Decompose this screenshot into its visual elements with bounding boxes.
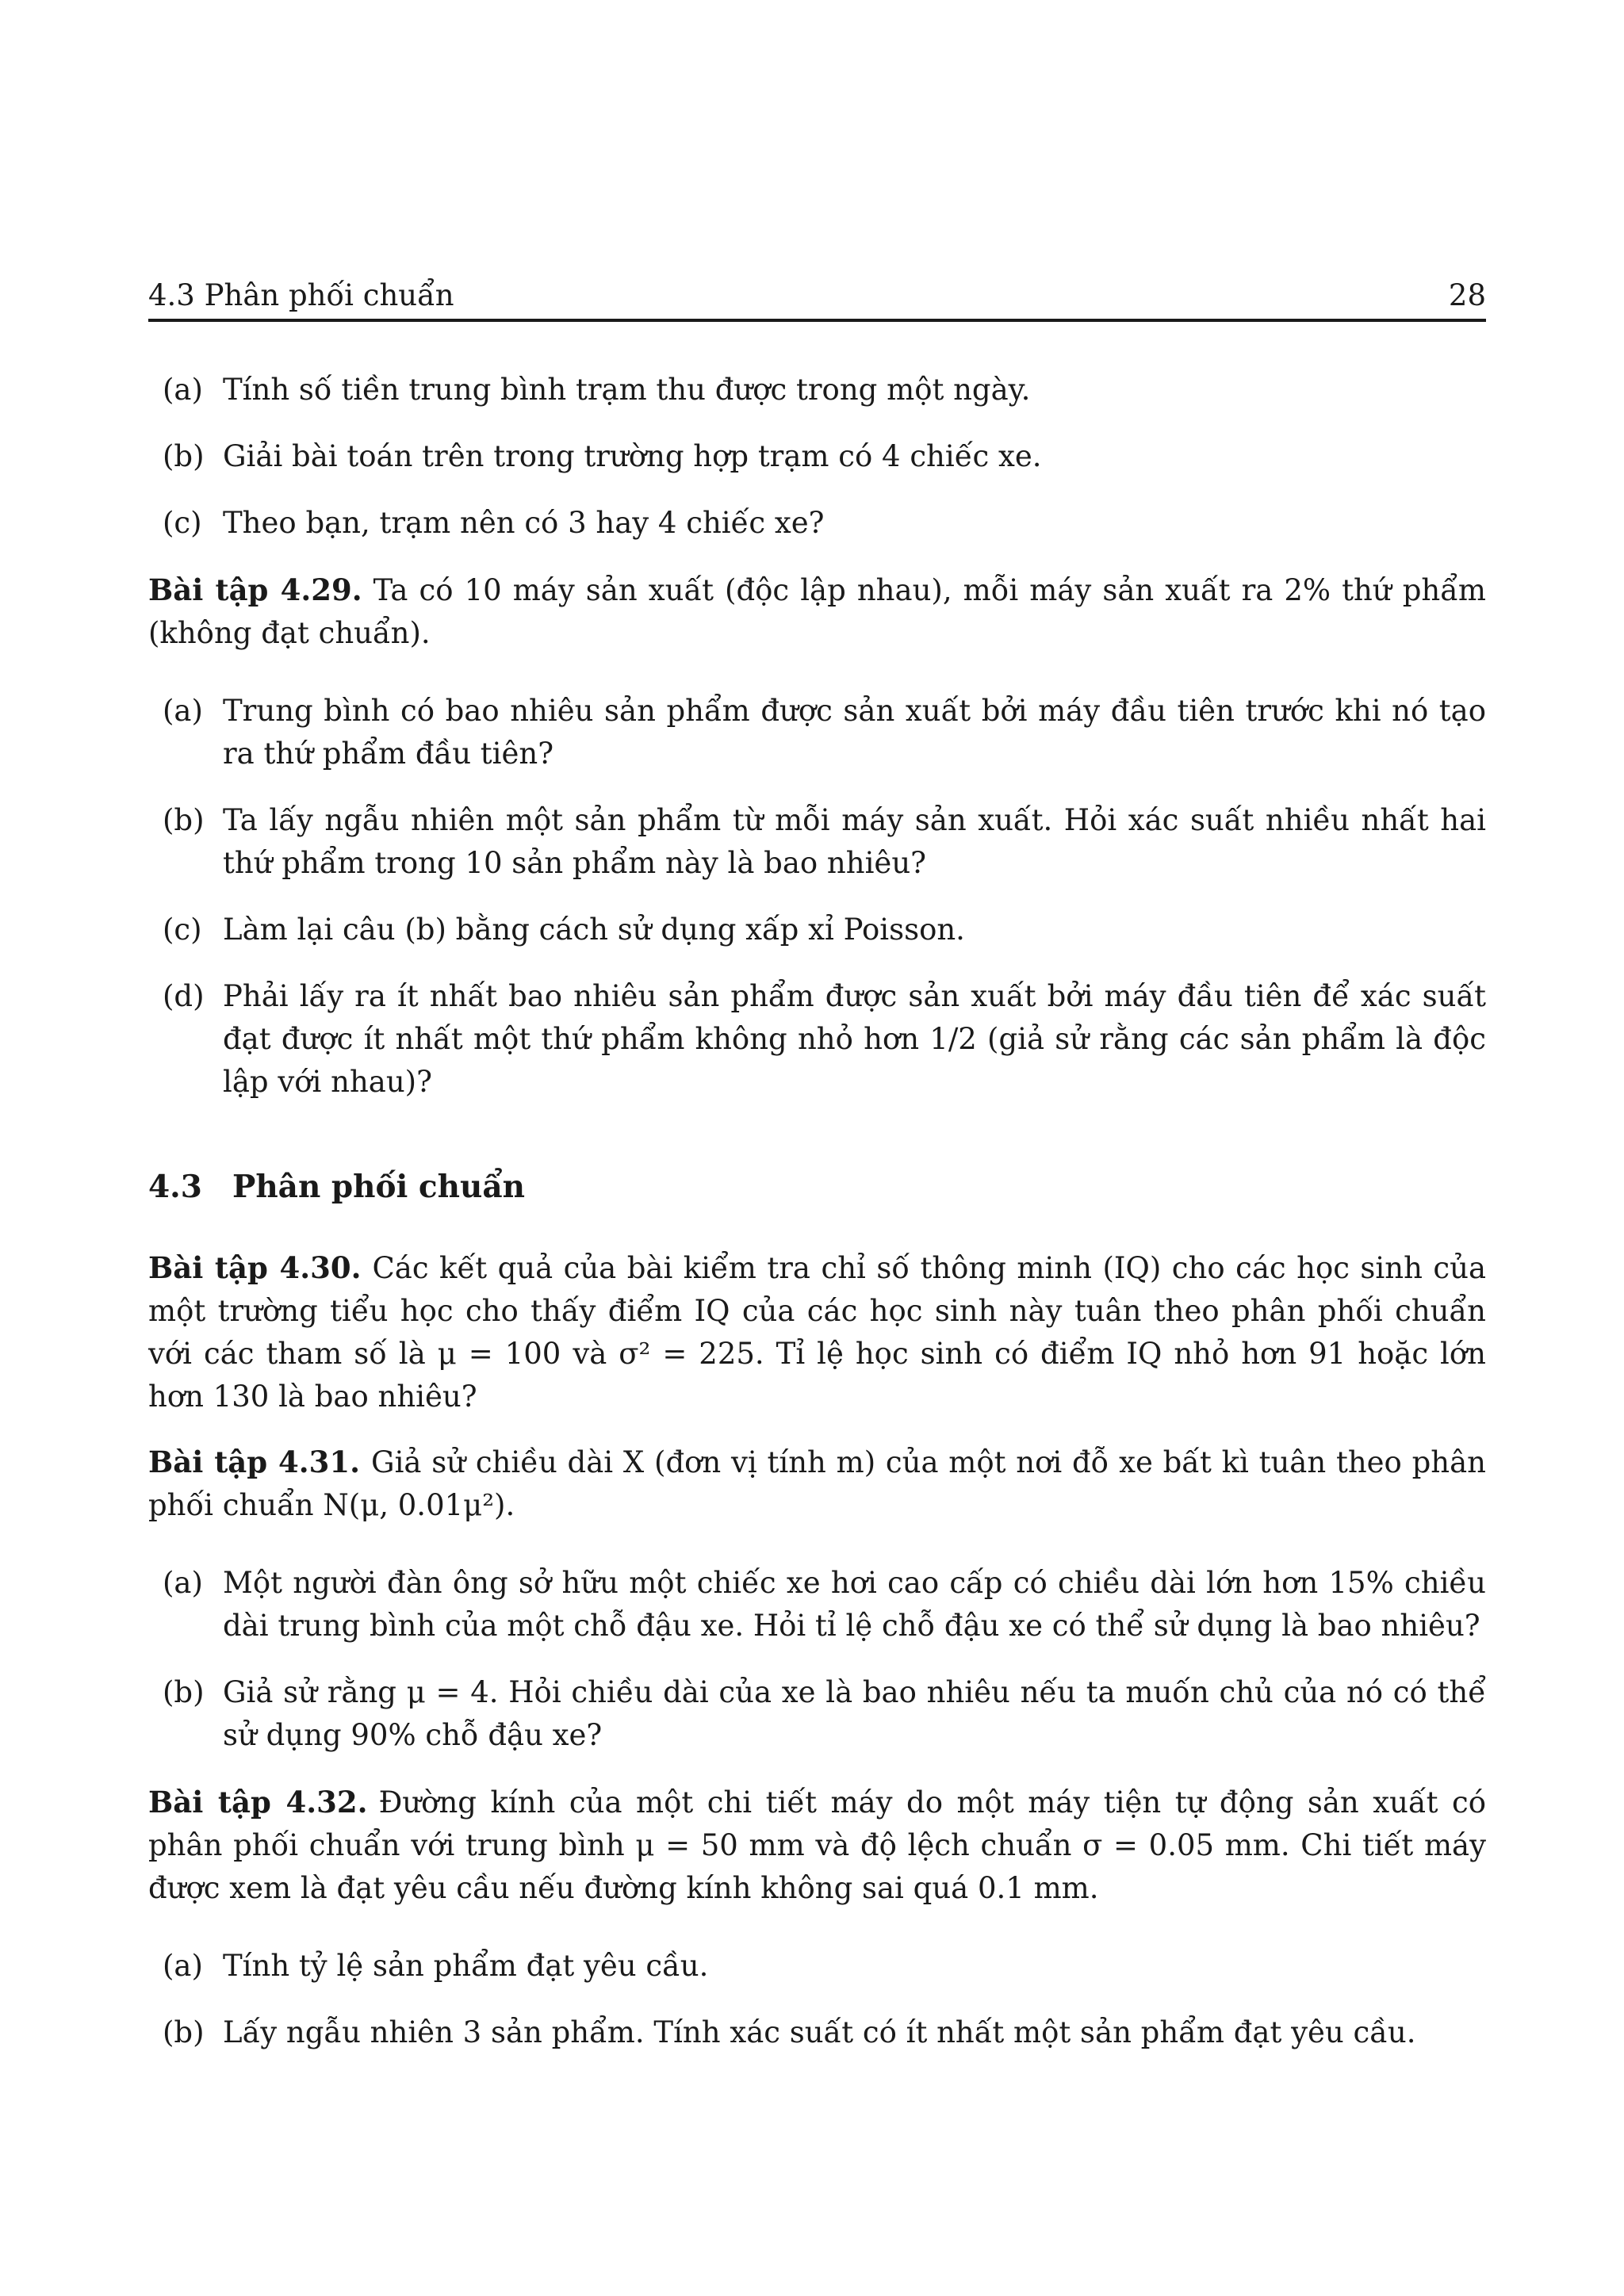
item-label: (a): [163, 373, 203, 407]
item-text: Một người đàn ông sở hữu một chiếc xe hơi cao cấp có chiều dài lớn hơn 15% chiều dài trung bình của một chỗ đậu xe. Hỏi tỉ lệ chỗ đậu xe có thể sử dụng là bao nhiêu?: [223, 1566, 1486, 1643]
item-text: Làm lại câu (b) bằng cách sử dụng xấp xỉ Poisson.: [223, 913, 965, 947]
exercise-4-31: [148, 1441, 1486, 1527]
item-text: Giả sử rằng μ = 4. Hỏi chiều dài của xe là bao nhiêu nếu ta muốn chủ của nó có thể sử dụng 90% chỗ đậu xe?: [223, 1675, 1486, 1752]
list-item: [148, 1671, 1486, 1757]
running-header: [148, 274, 1486, 318]
exercise-title: Bài tập 4.30.: [148, 1250, 362, 1285]
exercise-title: Bài tập 4.32.: [148, 1785, 368, 1820]
item-label: (b): [163, 439, 205, 473]
item-text: Tính tỷ lệ sản phẩm đạt yêu cầu.: [223, 1949, 709, 1983]
list-item: [148, 975, 1486, 1104]
exercise-4-30: [148, 1246, 1486, 1418]
exercise-text: Các kết quả của bài kiểm tra chỉ số thông minh (IQ) cho các học sinh của một trường tiểu học cho thấy điểm IQ của các học sinh này tuân theo phân phối chuẩn với các tham số là μ = 100 và σ² = 225. Tỉ lệ học sinh có điểm IQ nhỏ hơn 91 hoặc lớn hơn 130 là bao nhiêu?: [148, 1251, 1486, 1414]
exercise-title: Bài tập 4.31.: [148, 1445, 361, 1479]
item-label: (a): [163, 694, 203, 728]
item-text: Ta lấy ngẫu nhiên một sản phẩm từ mỗi máy sản xuất. Hỏi xác suất nhiều nhất hai thứ phẩm trong 10 sản phẩm này là bao nhiêu?: [223, 803, 1486, 880]
list-item: [148, 690, 1486, 775]
section-heading: [148, 1165, 1486, 1208]
list-item: [148, 435, 1486, 478]
list-item: [148, 369, 1486, 411]
item-label: (d): [163, 979, 205, 1013]
exercise-title: Bài tập 4.29.: [148, 572, 362, 607]
list-item: [148, 1562, 1486, 1647]
item-text: Theo bạn, trạm nên có 3 hay 4 chiếc xe?: [223, 506, 825, 540]
header-rule: [148, 319, 1486, 322]
item-label: (b): [163, 1675, 205, 1709]
item-label: (c): [163, 913, 202, 947]
exercise-4-29: [148, 568, 1486, 655]
item-text: Tính số tiền trung bình trạm thu được trong một ngày.: [223, 373, 1031, 407]
exercise-text: Đường kính của một chi tiết máy do một máy tiện tự động sản xuất có phân phối chuẩn với trung bình μ = 50 mm và độ lệch chuẩn σ = 0.05 mm. Chi tiết máy được xem là đạt yêu cầu nếu đường kính không sai quá 0.1 mm.: [148, 1785, 1486, 1905]
exercise-text: Ta có 10 máy sản xuất (độc lập nhau), mỗi máy sản xuất ra 2% thứ phẩm (không đạt chuẩn).: [148, 573, 1487, 650]
item-text: Phải lấy ra ít nhất bao nhiêu sản phẩm được sản xuất bởi máy đầu tiên để xác suất đạt được ít nhất một thứ phẩm không nhỏ hơn 1/2 (giả sử rằng các sản phẩm là độc lập với nhau)?: [223, 979, 1486, 1099]
page-number: 28: [1448, 278, 1486, 312]
page-body: [148, 369, 1486, 2078]
list-item: [148, 909, 1486, 951]
item-label: (b): [163, 803, 205, 837]
item-text: Lấy ngẫu nhiên 3 sản phẩm. Tính xác suất có ít nhất một sản phẩm đạt yêu cầu.: [223, 2015, 1416, 2049]
item-label: (b): [163, 2015, 205, 2049]
list-item: [148, 502, 1486, 545]
item-label: (a): [163, 1949, 203, 1983]
list-item: [148, 1945, 1486, 1988]
continued-item-list: [148, 369, 1486, 545]
exercise-4-32-items: [148, 1945, 1486, 2054]
exercise-4-32: [148, 1781, 1486, 1910]
item-text: Giải bài toán trên trong trường hợp trạm có 4 chiếc xe.: [223, 439, 1042, 473]
section-title: Phân phối chuẩn: [232, 1169, 525, 1205]
exercise-text: Giả sử chiều dài X (đơn vị tính m) của một nơi đỗ xe bất kì tuân theo phân phối chuẩn N(μ, 0.01μ²).: [148, 1445, 1487, 1522]
item-text: Trung bình có bao nhiêu sản phẩm được sản xuất bởi máy đầu tiên trước khi nó tạo ra thứ phẩm đầu tiên?: [223, 694, 1486, 771]
list-item: [148, 2011, 1486, 2054]
list-item: [148, 799, 1486, 885]
item-label: (c): [163, 506, 202, 540]
exercise-4-31-items: [148, 1562, 1486, 1757]
running-header-title: 4.3 Phân phối chuẩn: [148, 278, 454, 312]
section-number: 4.3: [148, 1169, 202, 1205]
item-label: (a): [163, 1566, 203, 1600]
exercise-4-29-items: [148, 690, 1486, 1104]
